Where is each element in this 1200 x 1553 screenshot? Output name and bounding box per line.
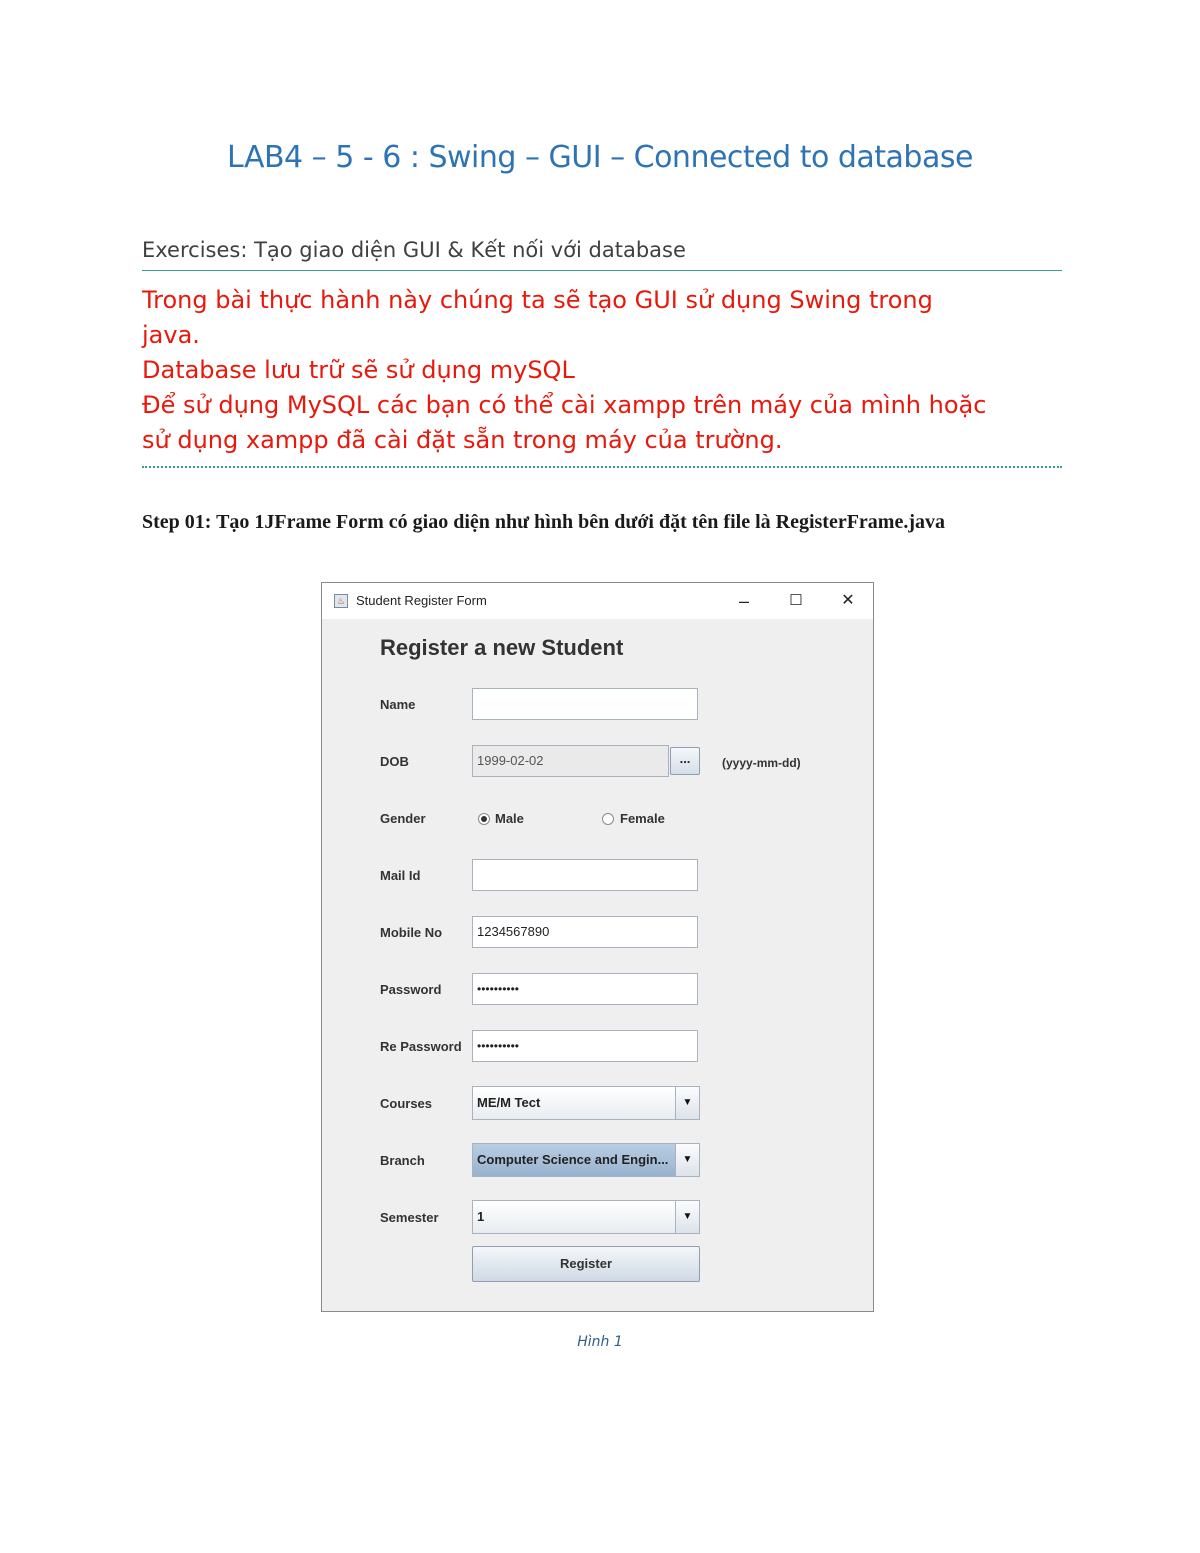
courses-select[interactable] (472, 1086, 700, 1120)
register-button[interactable]: Register (472, 1246, 700, 1282)
courses-selected-value: ME/M Tect (477, 1095, 541, 1110)
name-label: Name (380, 697, 416, 712)
dob-input[interactable]: 1999-02-02 (472, 745, 669, 777)
form-heading: Register a new Student (380, 635, 624, 660)
register-window-screenshot (321, 582, 874, 1312)
window-titlebar (322, 583, 873, 619)
dob-label: DOB (380, 754, 409, 769)
minimize-icon[interactable]: – (738, 591, 749, 611)
mobile-label: Mobile No (380, 925, 443, 940)
exercise-heading: Exercises: Tạo giao diện GUI & Kết nối với database (142, 238, 1062, 271)
figure-caption: Hình 1 (577, 1334, 623, 1350)
male-radio[interactable] (478, 813, 490, 825)
dob-format-hint: (yyyy-mm-dd) (722, 756, 801, 770)
female-radio-label: Female (620, 811, 665, 826)
maximize-icon[interactable]: ☐ (789, 592, 803, 609)
intro-line: java. (142, 321, 200, 349)
semester-selected-value: 1 (477, 1209, 485, 1224)
chevron-down-icon[interactable]: ▼ (675, 1087, 699, 1119)
password-label: Password (380, 982, 442, 997)
branch-selected-value: Computer Science and Engin... (477, 1152, 669, 1167)
document-title: LAB4 – 5 - 6 : Swing – GUI – Connected to database (227, 140, 973, 175)
mail-label: Mail Id (380, 868, 421, 883)
chevron-down-icon[interactable]: ▼ (675, 1201, 699, 1233)
java-app-icon: ♨ (334, 594, 348, 608)
repassword-input[interactable]: •••••••••• (472, 1030, 698, 1062)
chevron-down-icon[interactable]: ▼ (675, 1144, 699, 1176)
branch-select[interactable] (472, 1143, 700, 1177)
intro-line: Để sử dụng MySQL các bạn có thể cài xampp trên máy của mình hoặc (142, 391, 987, 419)
mobile-input[interactable]: 1234567890 (472, 916, 698, 948)
intro-text (142, 283, 1062, 468)
date-picker-button[interactable]: ... (670, 747, 700, 775)
female-radio[interactable] (602, 813, 614, 825)
window-title: Student Register Form (356, 593, 487, 608)
intro-line: Trong bài thực hành này chúng ta sẽ tạo GUI sử dụng Swing trong (142, 286, 933, 314)
semester-select[interactable] (472, 1200, 700, 1234)
intro-line: sử dụng xampp đã cài đặt sẵn trong máy của trường. (142, 426, 783, 454)
close-icon[interactable]: ✕ (841, 592, 855, 609)
gender-label: Gender (380, 811, 426, 826)
step-01-text: Step 01: Tạo 1JFrame Form có giao diện như hình bên dưới đặt tên file là RegisterFrame.java (142, 511, 945, 533)
repassword-label: Re Password (380, 1039, 462, 1054)
branch-label: Branch (380, 1153, 425, 1168)
semester-label: Semester (380, 1210, 439, 1225)
courses-label: Courses (380, 1096, 433, 1111)
mail-input[interactable] (472, 859, 698, 891)
intro-line: Database lưu trữ sẽ sử dụng mySQL (142, 356, 575, 384)
male-radio-label: Male (495, 811, 524, 826)
name-input[interactable] (472, 688, 698, 720)
password-input[interactable]: •••••••••• (472, 973, 698, 1005)
